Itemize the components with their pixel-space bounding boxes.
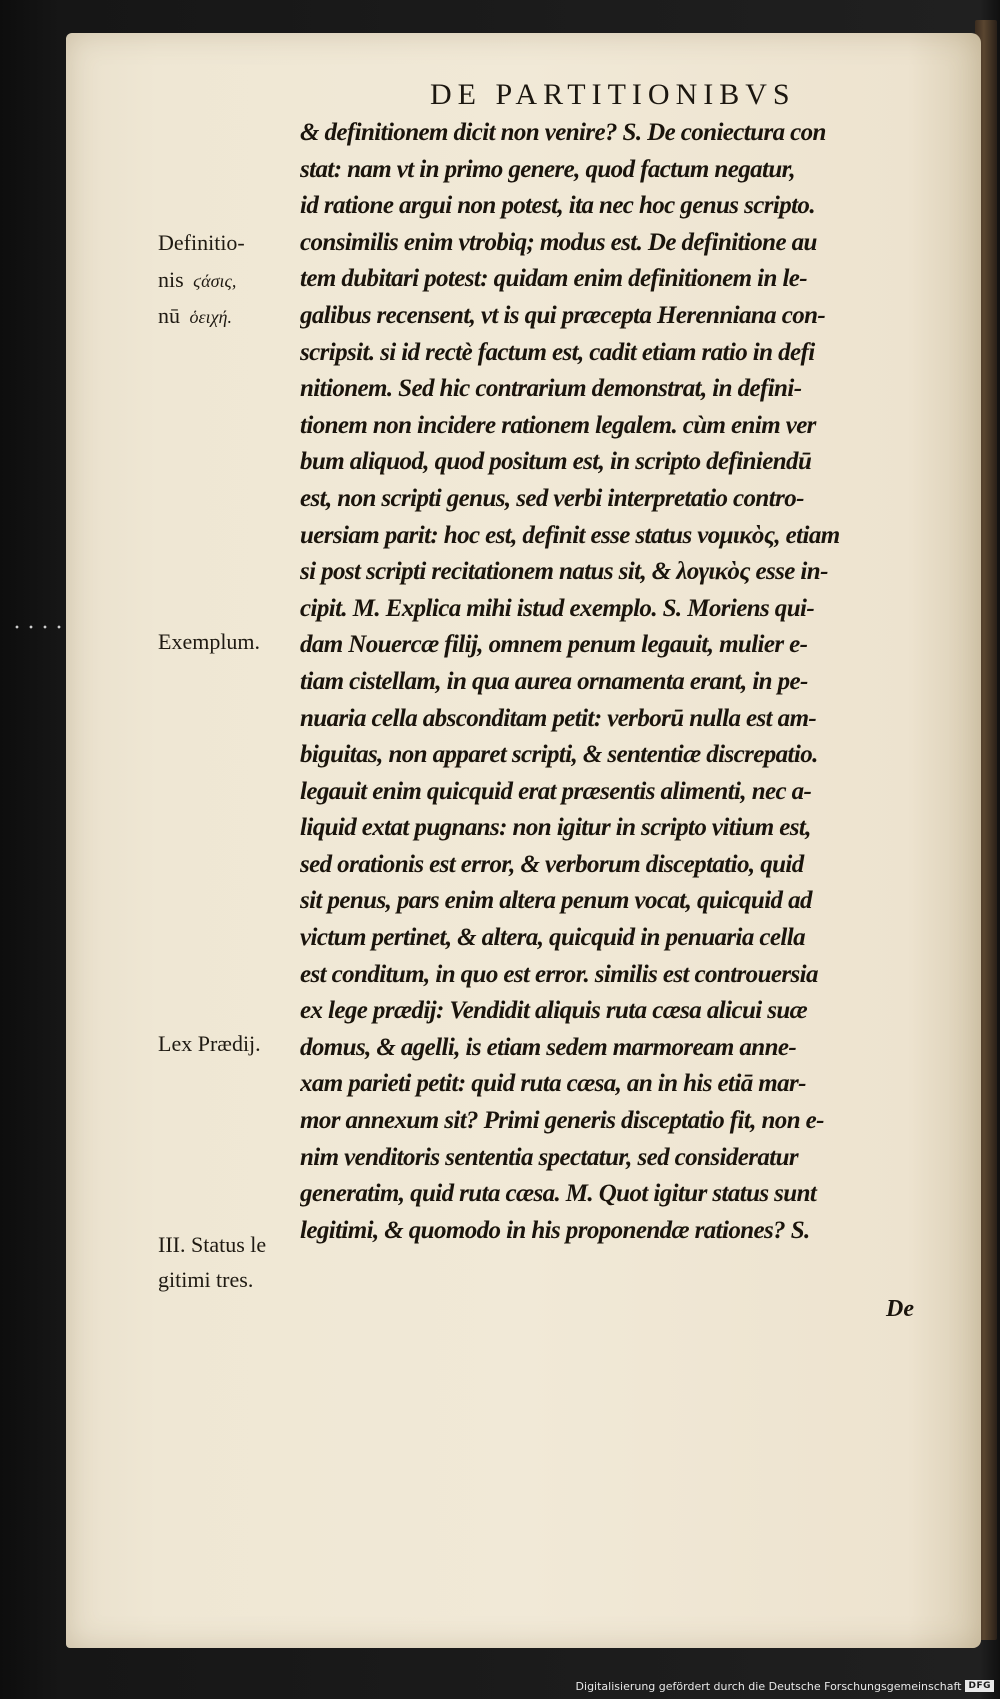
text-line: xam parieti petit: quid ruta cæsa, an in his etiā mar-: [300, 1070, 806, 1098]
text-line: victum pertinet, & altera, quicquid in penuaria cella: [300, 924, 806, 952]
text-line: nim venditoris sententia spectatur, sed consideratur: [300, 1143, 799, 1171]
text-line: est conditum, in quo est error. similis est controuersia: [300, 960, 818, 988]
text-line: tionem non incidere rationem legalem. cùm enim ver: [300, 411, 816, 439]
scan-artifact-dots: [10, 625, 70, 629]
text-line: legitimi, & quomodo in his proponendæ rationes? S.: [300, 1216, 810, 1244]
text-line: si post scripti recitationem natus sit, & λογικὸς esse in-: [300, 558, 828, 586]
text-line: sed orationis est error, & verborum disceptatio, quid: [300, 850, 804, 878]
text-line: nuaria cella absconditam petit: verborū nulla est am-: [300, 704, 817, 732]
running-head: DE PARTITIONIBVS: [430, 78, 796, 111]
margin-note-text: gitimi tres.: [158, 1267, 254, 1292]
margin-note-text: Lex Prædij.: [158, 1031, 261, 1056]
text-line: ex lege prædij: Vendidit aliquis ruta cæsa alicui suæ: [300, 997, 808, 1025]
text-line: consimilis enim vtrobiq; modus est. De definitione au: [300, 228, 817, 256]
text-line: tem dubitari potest: quidam enim definitionem in le-: [300, 265, 808, 293]
text-line: legauit enim quicquid erat præsentis alimenti, nec a-: [300, 777, 812, 805]
margin-note: [158, 1262, 253, 1298]
text-line: tiam cistellam, in qua aurea ornamenta erant, in pe-: [300, 667, 808, 695]
text-line: est, non scripti genus, sed verbi interpretatio contro-: [300, 484, 804, 512]
digitization-footer: [576, 1677, 994, 1695]
margin-note-greek: ϛάσις,: [193, 271, 237, 291]
text-line: sit penus, pars enim altera penum vocat, quicquid ad: [300, 887, 812, 915]
text-line: bum aliquod, quod positum est, in scripto definiendū: [300, 448, 812, 476]
text-line: galibus recensent, vt is qui præcepta Herenniana con-: [300, 301, 826, 329]
text-line: generatim, quid ruta cæsa. M. Quot igitur status sunt: [300, 1180, 817, 1208]
text-line: stat: nam vt in primo genere, quod factum negatur,: [300, 155, 796, 183]
dfg-logo[interactable]: DFG: [965, 1680, 994, 1692]
text-line: liquid extat pugnans: non igitur in scripto vitium est,: [300, 814, 811, 842]
margin-note: [158, 298, 232, 335]
text-line: & definitionem dicit non venire? S. De coniectura con: [300, 119, 826, 146]
margin-note: [158, 262, 236, 299]
text-line: domus, & agelli, is etiam sedem marmoream anne-: [300, 1033, 797, 1061]
text-line: dam Nouercæ filij, omnem penum legauit, mulier e-: [300, 631, 808, 659]
margin-note: [158, 1026, 261, 1062]
margin-note: [158, 1227, 266, 1263]
text-line: uersiam parit: hoc est, definit esse status νομικὸς, etiam: [300, 521, 840, 549]
body-text: [300, 115, 968, 1249]
margin-note-greek: ὁειχή.: [189, 307, 232, 327]
footer-text: Digitalisierung gefördert durch die Deutsche Forschungsgemeinschaft: [575, 1679, 962, 1693]
margin-note-text: nis: [158, 267, 184, 292]
text-line: cipit. M. Explica mihi istud exemplo. S. Moriens qui-: [300, 594, 815, 622]
margin-note-text: Definitio-: [158, 230, 245, 255]
text-line: id ratione argui non potest, ita nec hoc genus scripto.: [300, 192, 815, 220]
margin-note: [158, 624, 260, 660]
text-line: nitionem. Sed hic contrarium demonstrat, in defini-: [300, 375, 802, 403]
margin-note: [158, 225, 245, 261]
margin-note-text: nū: [158, 303, 180, 328]
text-line: biguitas, non apparet scripti, & sententiæ discrepatio.: [300, 741, 818, 769]
text-line: mor annexum sit? Primi generis disceptatio fit, non e-: [300, 1107, 824, 1135]
catchword: De: [886, 1296, 914, 1322]
text-line: scripsit. si id rectè factum est, cadit etiam ratio in defi: [300, 338, 815, 366]
margin-note-text: Exemplum.: [158, 629, 261, 654]
margin-note-text: III. Status le: [158, 1232, 267, 1257]
